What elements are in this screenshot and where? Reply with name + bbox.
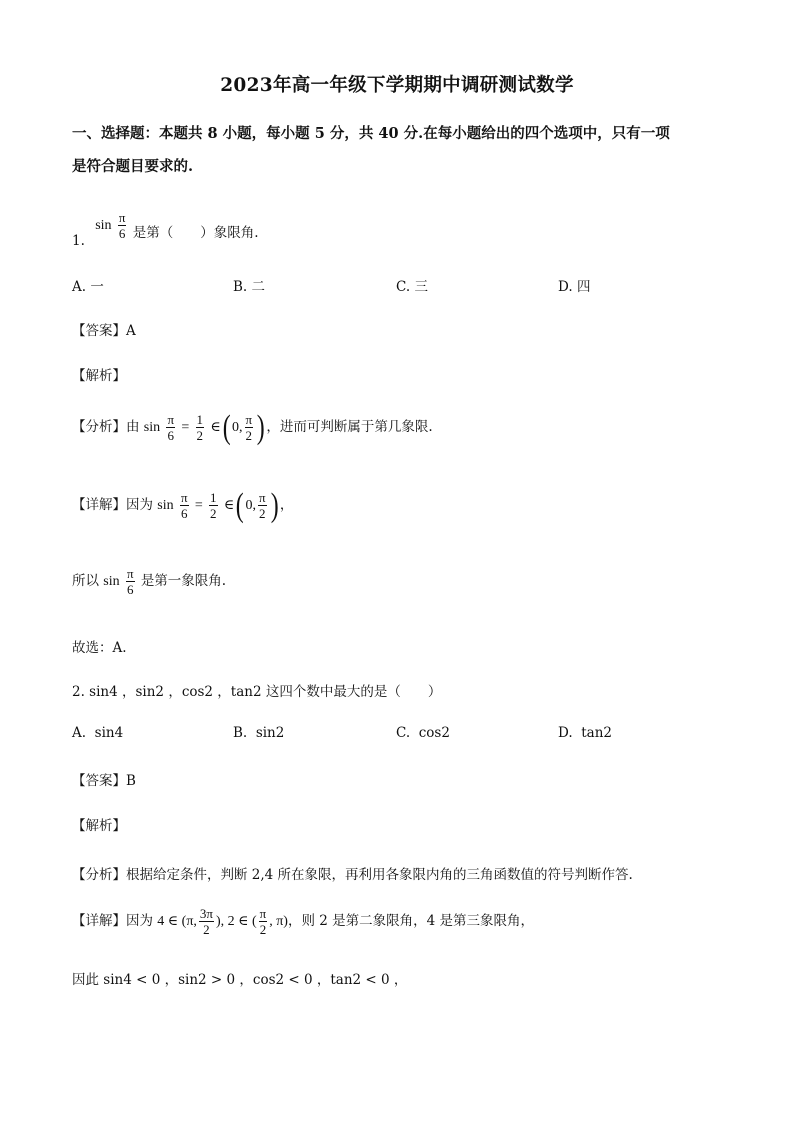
q2-xiangjie: 【详解】因为 4 ∈ (π, $\frac{3\pi}{2}$ ), 2 ∈ ( $\frac{\pi}{2}$ , π)，则 2 是第二象限角，4 是第三象限角，: [72, 906, 535, 937]
q1-choose: 故选：A.: [72, 640, 127, 656]
q2-option-c: C. cos2: [396, 725, 450, 741]
q2-answer: 【答案】B: [72, 773, 136, 789]
section-heading-line1: 一、选择题：本题共 8 小题，每小题 5 分，共 40 分.在每小题给出的四个选项中，只有一项: [72, 125, 670, 142]
q1-option-a: A. 一: [72, 279, 104, 295]
q1-answer: 【答案】A: [72, 323, 136, 339]
q1-xiangjie: 【详解】因为 sin $\frac{\pi}{6}$ = $\frac{1}{2}$ ∈( 0, $\frac{\pi}{2}$ ) ，: [72, 486, 294, 524]
q1-number: 1.: [72, 233, 85, 249]
document-title: 2023年高一年级下学期期中调研测试数学: [220, 75, 574, 96]
q1-fraction: $\frac{\pi}{6}$: [118, 210, 126, 241]
q1-suoyi: 所以 sin $\frac{\pi}{6}$ 是第一象限角.: [72, 566, 227, 597]
q1-option-d: D. 四: [558, 279, 591, 295]
q2-option-a: A. sin4: [72, 725, 124, 741]
q2-analysis-tag: 【解析】: [72, 818, 126, 834]
section-heading-line2: 是符合题目要求的.: [72, 158, 194, 175]
q1-suffix: 是第（ ）象限角.: [132, 225, 259, 241]
q1-fenxi: 【分析】由 sin $\frac{\pi}{6}$ = $\frac{1}{2}$ ∈( 0, $\frac{\pi}{2}$ ) ，进而可判断属于第几象限.: [72, 408, 433, 446]
q2-fenxi: 【分析】根据给定条件，判断 2,4 所在象限，再利用各象限内角的三角函数值的符号判断作答.: [72, 867, 633, 883]
q1-option-c: C. 三: [396, 279, 428, 295]
q2-option-b: B. sin2: [233, 725, 285, 741]
q2-option-d: D. tan2: [558, 725, 612, 741]
q1-analysis-tag: 【解析】: [72, 368, 126, 384]
q1-option-b: B. 二: [233, 279, 266, 295]
q2-stem: 2. sin4 ，sin2 ，cos2 ，tan2 这四个数中最大的是（ ）: [72, 684, 442, 700]
q1-sin: sin: [95, 218, 112, 233]
q2-yinci: 因此 sin4 < 0 ，sin2 > 0 ，cos2 < 0 ，tan2 < 0 ，: [72, 972, 408, 988]
q1-stem: [72, 210, 259, 249]
